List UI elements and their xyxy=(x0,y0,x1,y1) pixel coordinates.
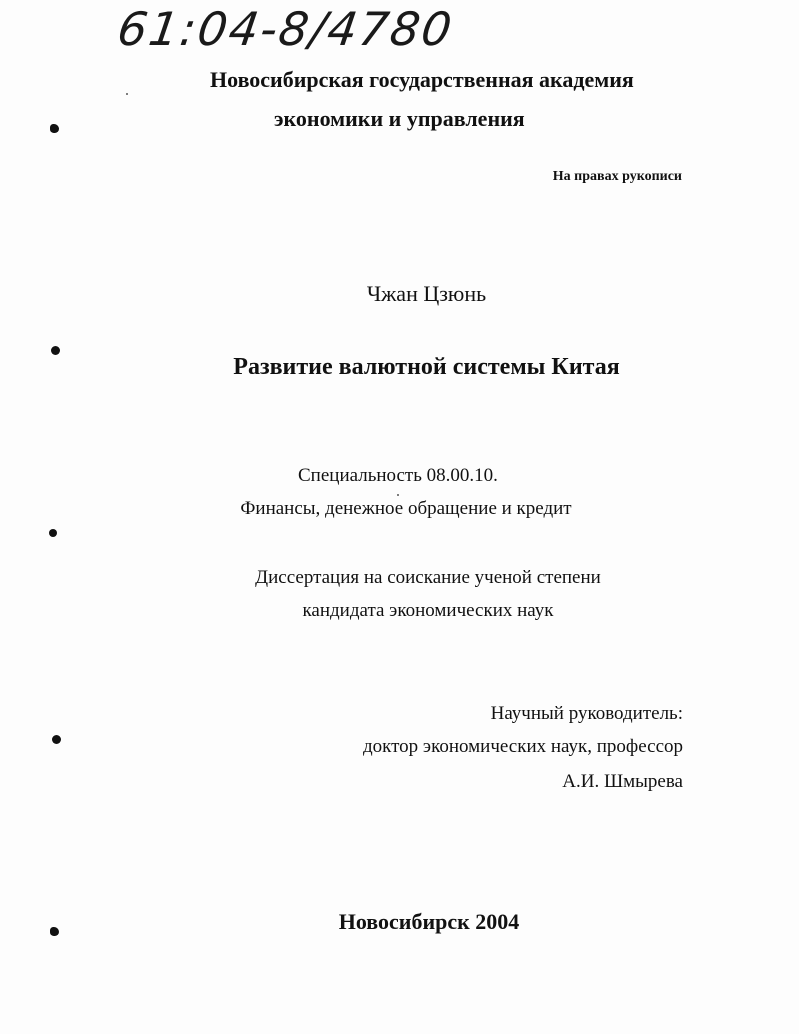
dissertation-title: Развитие валютной системы Китая xyxy=(233,354,620,380)
institution-name-line2: экономики и управления xyxy=(274,106,525,131)
specialty-name: Финансы, денежное обращение и кредит xyxy=(240,498,572,519)
supervisor-degree: доктор экономических наук, профессор xyxy=(362,736,683,757)
punch-hole-mark xyxy=(51,346,60,355)
punch-hole-mark xyxy=(49,529,57,537)
punch-hole-mark xyxy=(52,735,61,744)
degree-statement-line2: кандидата экономических наук xyxy=(302,600,554,621)
manuscript-rights-note: На правах рукописи xyxy=(552,169,682,184)
author-name: Чжан Цзюнь xyxy=(366,281,487,306)
scan-speck xyxy=(397,494,399,496)
supervisor-label: Научный руководитель: xyxy=(490,703,683,724)
punch-hole-mark xyxy=(50,124,59,133)
city-and-year: Новосибирск 2004 xyxy=(338,909,520,934)
degree-statement-line1: Диссертация на соискание ученой степени xyxy=(255,567,601,588)
supervisor-name: А.И. Шмырева xyxy=(562,771,683,792)
punch-hole-mark xyxy=(50,927,59,936)
specialty-code: Специальность 08.00.10. xyxy=(298,465,498,486)
institution-name-line1: Новосибирская государственная академия xyxy=(210,67,634,92)
handwritten-archive-code: 61:04-8/4780 xyxy=(114,2,457,56)
scan-speck xyxy=(126,93,128,95)
